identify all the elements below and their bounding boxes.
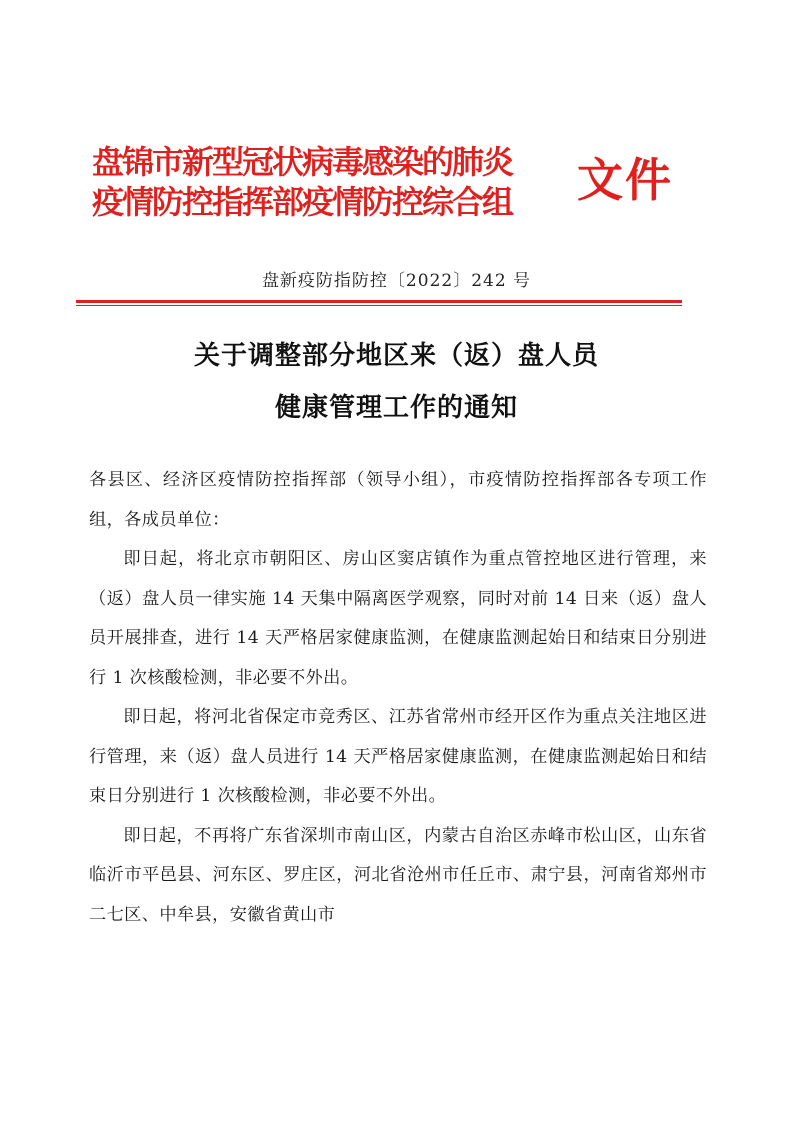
red-divider-thin	[76, 305, 682, 306]
notice-title-line-2: 健康管理工作的通知	[274, 393, 518, 423]
letterhead	[92, 142, 712, 222]
notice-body	[89, 461, 707, 935]
document-number: 盘新疫防指防控〔2022〕242 号	[261, 271, 532, 291]
body-paragraph-1: 即日起，将北京市朝阳区、房山区窦店镇作为重点管控地区进行管理，来（返）盘人员一律实施 14 天集中隔离医学观察，同时对前 14 日来（返）盘人员开展排查，进行 14 天严格居家健康监测，在健康监测起始日和结束日分别进行 1 次核酸检测，非必要不外出。	[89, 549, 707, 688]
issuing-org-line-2: 疫情防控指挥部疫情防控综合组	[92, 183, 513, 221]
document-label: 文件	[577, 153, 673, 207]
addressee-paragraph: 各县区、经济区疫情防控指挥部（领导小组），市疫情防控指挥部各专项工作组，各成员单位：	[89, 470, 707, 530]
red-divider	[76, 300, 682, 303]
body-paragraph-2: 即日起，将河北省保定市竞秀区、江苏省常州市经开区作为重点关注地区进行管理，来（返）盘人员进行 14 天严格居家健康监测，在健康监测起始日和结束日分别进行 1 次核酸检测，非必要不外出。	[89, 707, 707, 806]
notice-title-line-1: 关于调整部分地区来（返）盘人员	[193, 341, 599, 371]
issuing-org-line-1: 盘锦市新型冠状病毒感染的肺炎	[92, 143, 513, 181]
body-paragraph-3: 即日起，不再将广东省深圳市南山区，内蒙古自治区赤峰市松山区，山东省临沂市平邑县、河东区、罗庄区，河北省沧州市任丘市、肃宁县，河南省郑州市二七区、中牟县，安徽省黄山市	[89, 825, 707, 925]
